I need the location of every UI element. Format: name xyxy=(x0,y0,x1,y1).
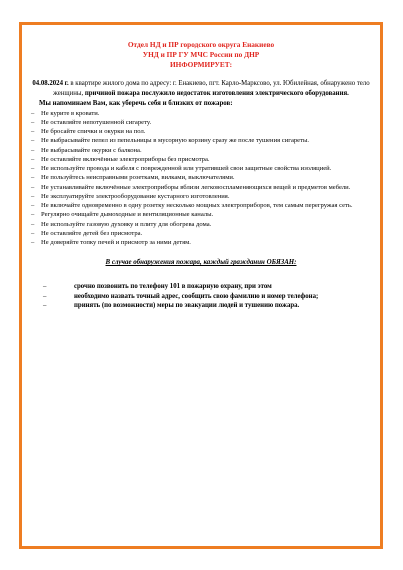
notice-header xyxy=(31,40,371,70)
list-item: – необходимо назвать точный адрес, сообщить свою фамилию и номер телефона; xyxy=(31,292,371,302)
list-item: – Не включайте одновременно в одну розетку несколько мощных электроприборов, тем самым перегружая сеть. xyxy=(31,201,371,210)
list-item: – Не оставляйте включённые электроприборы без присмотра. xyxy=(31,155,371,164)
list-item: – Не используйте провода и кабеля с поврежденной или утратившей свои защитные свойства изоляцией. xyxy=(31,164,371,173)
list-item: – Не оставляйте детей без присмотра. xyxy=(31,229,371,238)
list-item: – Не выбрасывайте окурки с балкона. xyxy=(31,146,371,155)
list-item: – срочно позвонить по телефону 101 в пожарную охрану, при этом xyxy=(31,282,371,292)
list-item: – Не оставляйте непотушенной сигарету. xyxy=(31,118,371,127)
header-line-3: ИНФОРМИРУЕТ: xyxy=(169,60,233,69)
list-item: – Регулярно очищайте дымоходные и вентиляционные каналы. xyxy=(31,210,371,219)
list-item: – Не курите в кровати. xyxy=(31,109,371,118)
list-item: – Не используйте газовую духовку и плиту для обогрева дома. xyxy=(31,220,371,229)
list-item: – принять (по возможности) меры по эвакуации людей и тушению пожара. xyxy=(31,301,371,311)
header-line-2: УНД и ПР ГУ МЧС России по ДНР xyxy=(142,50,260,59)
list-item: – Не доверяйте топку печей и присмотр за ними детям. xyxy=(31,238,371,247)
list-item: – Не устанавливайте включённые электроприборы вблизи легковоспламеняющихся вещей и предметов мебели. xyxy=(31,183,371,192)
incident-cause: причиной пожара послужило недостаток изготовления электрического оборудования. xyxy=(84,89,349,97)
reminder-heading: Мы напоминаем Вам, как уберечь себя и близких от пожаров: xyxy=(39,100,233,108)
duties-list xyxy=(31,282,371,311)
notice-content xyxy=(31,40,371,311)
duty-heading: В случае обнаружения пожара, каждый гражданин ОБЯЗАН: xyxy=(105,259,297,267)
incident-text: в квартире жилого дома по адресу: г. Енакиево, пгт. Карло-Марксово, ул. Юбилейная, обнаружено тело женщины, xyxy=(53,80,370,97)
list-item: – Не эксплуатируйте электрооборудование кустарного изготовления. xyxy=(31,192,371,201)
list-item: – Не выбрасывайте пепел из пепельницы в мусорную корзину сразу же после тушения сигареты. xyxy=(31,136,371,145)
list-item: – Не пользуйтесь неисправными розетками, вилками, выключателями. xyxy=(31,173,371,182)
incident-paragraph xyxy=(31,79,371,98)
safety-tips-list xyxy=(31,109,371,248)
list-item: – Не бросайте спички и окурки на пол. xyxy=(31,127,371,136)
incident-date: 04.08.2024 г. xyxy=(32,80,69,87)
header-line-1: Отдел НД и ПР городского округа Енакиево xyxy=(127,40,275,49)
